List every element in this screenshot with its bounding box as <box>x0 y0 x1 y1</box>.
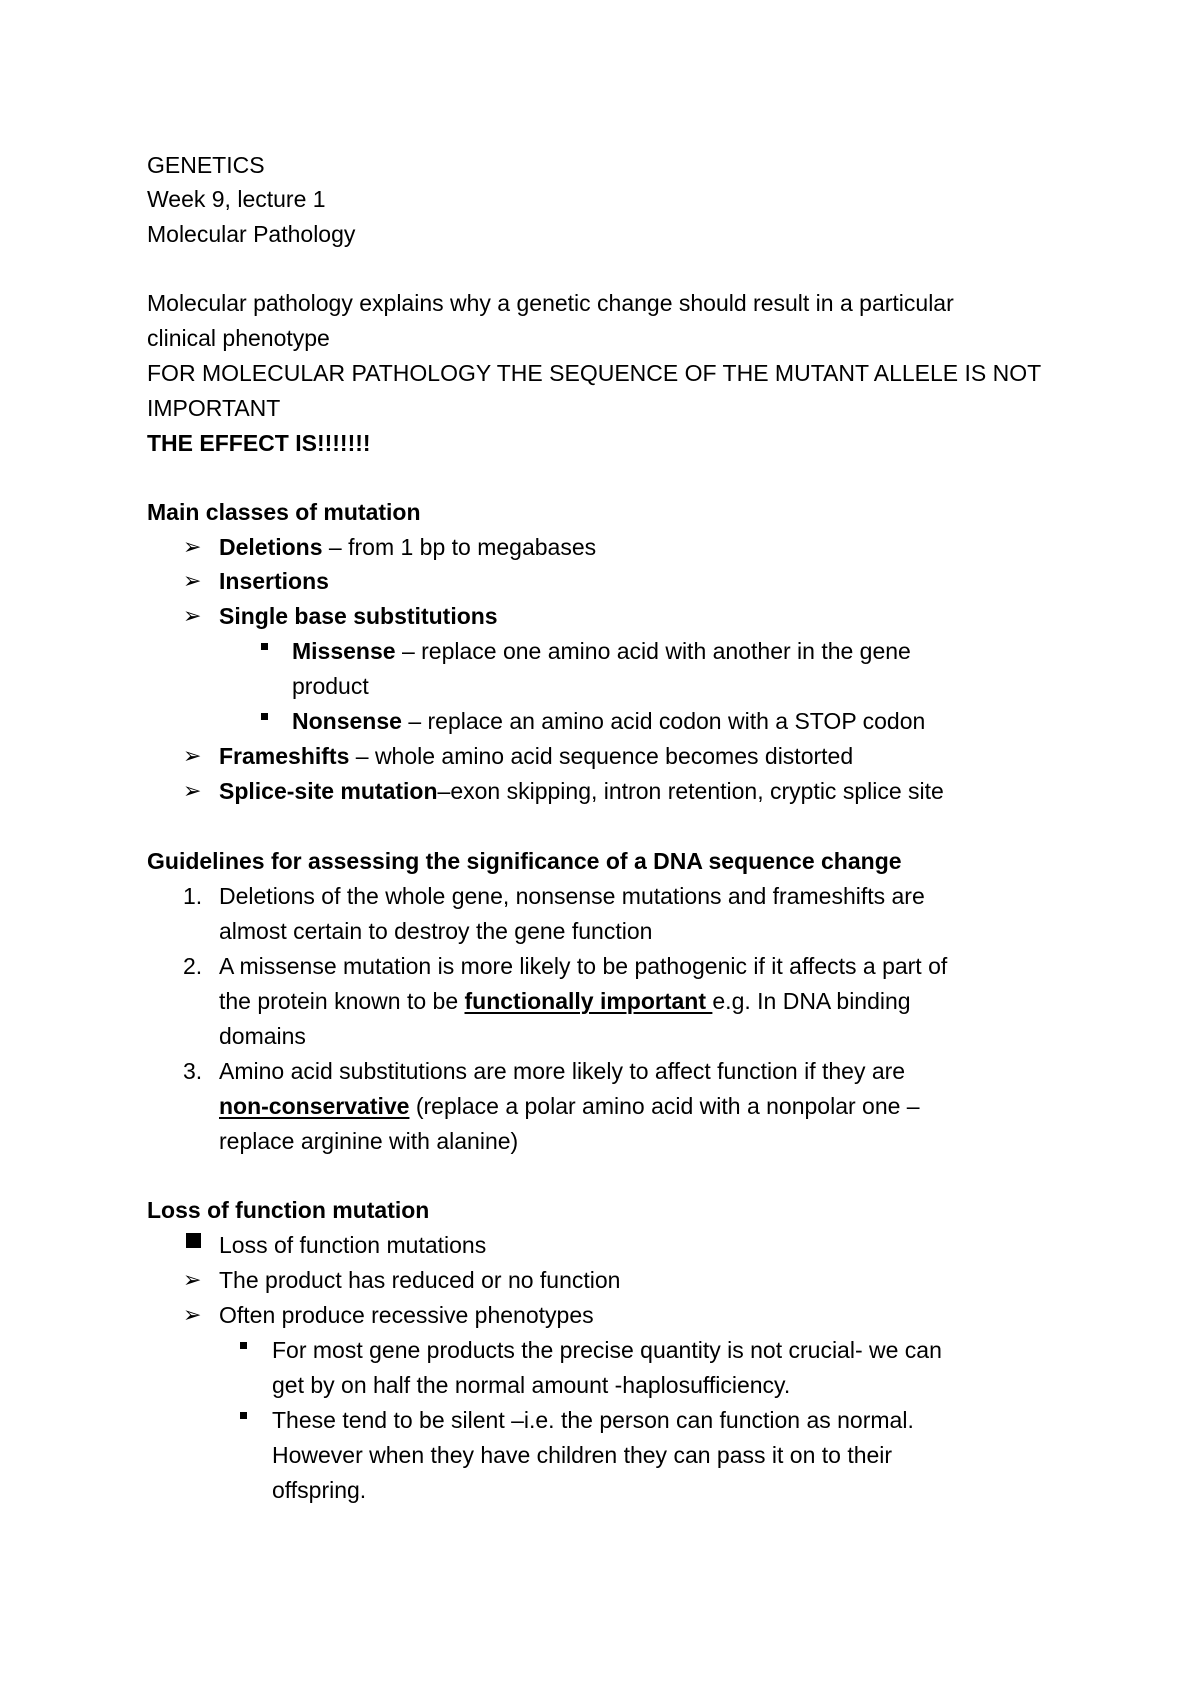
list-item-desc: – whole amino acid sequence becomes distorted <box>349 743 854 769</box>
list-item: Often produce recessive phenotypes <box>219 1302 594 1328</box>
list-item-term: Frameshifts <box>219 743 350 769</box>
list-number: 2. <box>183 953 203 979</box>
list-number: 3. <box>183 1058 203 1084</box>
list-item-term: Splice-site mutation <box>219 778 438 804</box>
square-bullet-icon <box>240 1412 247 1419</box>
intro-caps-1: FOR MOLECULAR PATHOLOGY THE SEQUENCE OF THE MUTANT ALLELE IS NOT <box>147 360 1042 386</box>
list-item <box>219 741 853 771</box>
intro-line-1: Molecular pathology explains why a genetic change should result in a particular <box>147 290 954 316</box>
list-item <box>219 601 498 631</box>
guideline-text: replace arginine with alanine) <box>219 1128 519 1154</box>
list-item-desc: – replace one amino acid with another in the gene <box>395 638 911 664</box>
list-item <box>219 776 944 806</box>
square-bullet-icon <box>261 643 268 650</box>
topic-title: Molecular Pathology <box>147 221 356 247</box>
list-item: get by on half the normal amount -haplosufficiency. <box>272 1372 791 1398</box>
list-item: The product has reduced or no function <box>219 1267 621 1293</box>
guideline-text-part: (replace a polar amino acid with a nonpolar one – <box>409 1093 920 1119</box>
list-item <box>219 566 329 596</box>
emphasis-functionally-important: functionally important <box>464 988 713 1014</box>
list-item-term: Insertions <box>219 568 329 594</box>
list-item <box>219 532 596 562</box>
list-item-desc: – replace an amino acid codon with a STOP codon <box>401 708 926 734</box>
square-bullet-icon <box>240 1342 247 1349</box>
emphasis-non-conservative: non-conservative <box>219 1093 410 1119</box>
list-item <box>292 706 925 736</box>
list-item-desc: product <box>292 673 369 699</box>
list-item: However when they have children they can pass it on to their <box>272 1442 893 1468</box>
list-item: These tend to be silent –i.e. the person can function as normal. <box>272 1407 914 1433</box>
list-item <box>292 671 369 701</box>
course-title: GENETICS <box>147 152 265 178</box>
guideline-text-part: the protein known to be <box>219 988 465 1014</box>
list-number: 1. <box>183 883 203 909</box>
list-item-term: Deletions <box>219 534 323 560</box>
list-item: For most gene products the precise quantity is not crucial- we can <box>272 1337 942 1363</box>
list-item-term: Single base substitutions <box>219 603 498 629</box>
list-item <box>292 636 911 666</box>
guideline-text: Deletions of the whole gene, nonsense mutations and frameshifts are <box>219 883 925 909</box>
arrow-bullet-icon: ➢ <box>183 778 202 803</box>
arrow-bullet-icon: ➢ <box>183 1267 202 1292</box>
arrow-bullet-icon: ➢ <box>183 534 202 559</box>
guideline-text <box>219 1091 920 1121</box>
arrow-bullet-icon: ➢ <box>183 1302 202 1327</box>
guidelines-heading: Guidelines for assessing the significance of a DNA sequence change <box>147 848 902 874</box>
guideline-text: Amino acid substitutions are more likely to affect function if they are <box>219 1058 906 1084</box>
list-item: Loss of function mutations <box>219 1232 487 1258</box>
intro-line-2: clinical phenotype <box>147 325 330 351</box>
arrow-bullet-icon: ➢ <box>183 568 202 593</box>
intro-caps-2: IMPORTANT <box>147 395 281 421</box>
square-bullet-icon <box>186 1233 201 1248</box>
guideline-text: A missense mutation is more likely to be pathogenic if it affects a part of <box>219 953 948 979</box>
list-item-term: Missense <box>292 638 396 664</box>
loss-heading: Loss of function mutation <box>147 1197 430 1223</box>
list-item-desc: –exon skipping, intron retention, cryptic splice site <box>437 778 944 804</box>
guideline-text: domains <box>219 1023 306 1049</box>
square-bullet-icon <box>261 713 268 720</box>
week-label: Week 9, lecture 1 <box>147 186 326 212</box>
guideline-text: almost certain to destroy the gene function <box>219 918 653 944</box>
arrow-bullet-icon: ➢ <box>183 603 202 628</box>
effect-statement: THE EFFECT IS!!!!!!! <box>147 430 371 456</box>
main-classes-heading: Main classes of mutation <box>147 499 421 525</box>
list-item-desc: – from 1 bp to megabases <box>322 534 597 560</box>
list-item: offspring. <box>272 1477 367 1503</box>
guideline-text <box>219 986 911 1016</box>
arrow-bullet-icon: ➢ <box>183 743 202 768</box>
list-item-term: Nonsense <box>292 708 402 734</box>
guideline-text-part: e.g. In DNA binding <box>712 988 911 1014</box>
